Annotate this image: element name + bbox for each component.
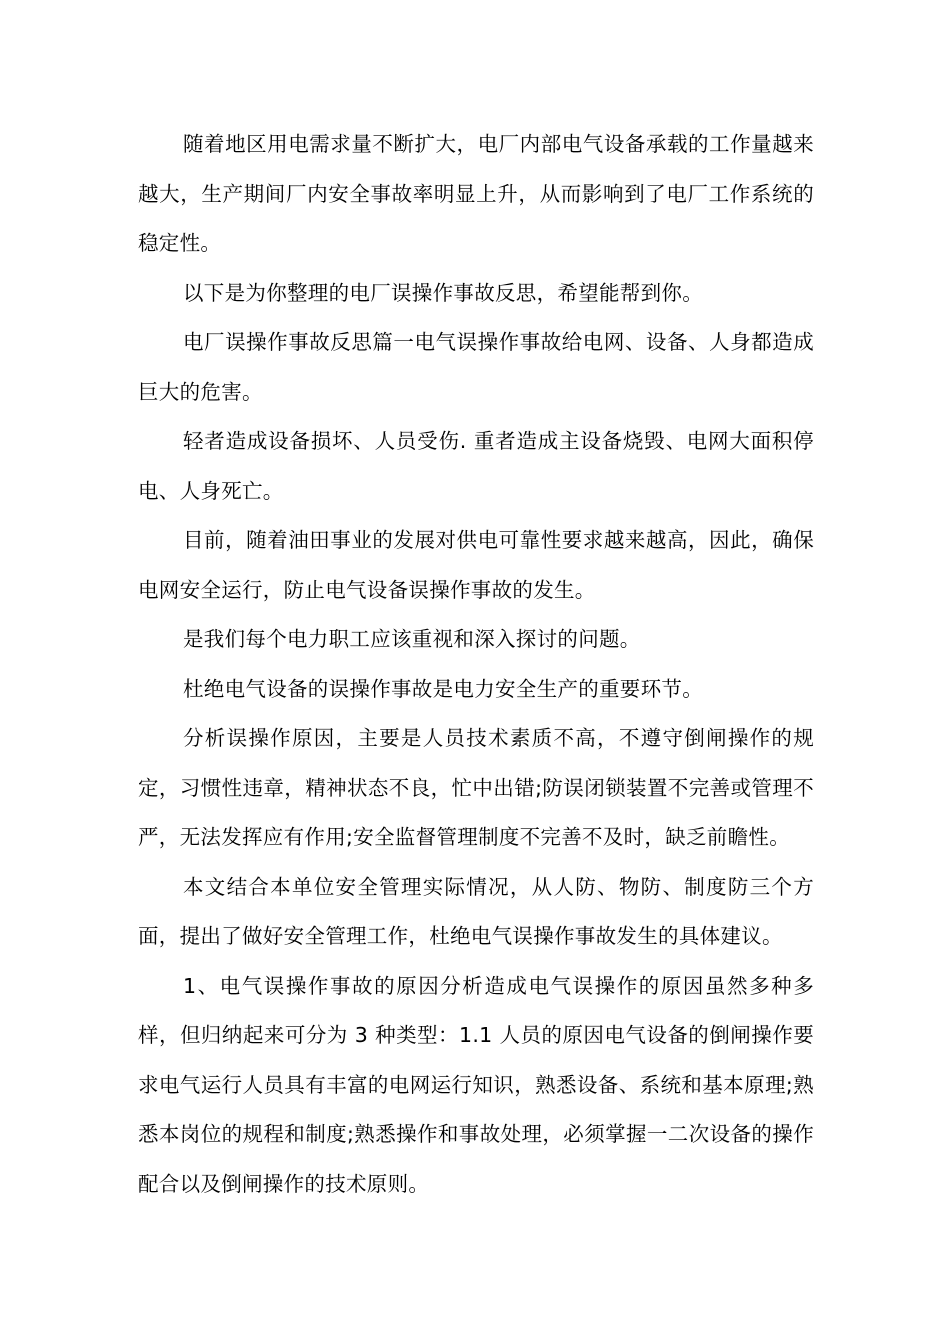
paragraph-7: 杜绝电气设备的误操作事故是电力安全生产的重要环节。: [183, 676, 703, 701]
paragraph-6: 是我们每个电力职工应该重视和深入探讨的问题。: [183, 627, 641, 651]
paragraph-1: 随着地区用电需求量不断扩大，电厂内部电气设备承载的工作量越来越大，生产期间厂内安全事故率明显上升，从而影响到了电厂工作系统的稳定性。: [138, 132, 814, 255]
document-body: [138, 120, 814, 1209]
paragraph-10: 1、电气误操作事故的原因分析造成电气误操作的原因虽然多种多样，但归纳起来可分为 3 种类型：1.1 人员的原因电气设备的倒闸操作要求电气运行人员具有丰富的电网运行知识，熟悉设备、系统和基本原理;熟悉本岗位的规程和制度;熟悉操作和事故处理，必须掌握一二次设备的操作配合以及倒闸操作的技术原则。: [138, 973, 814, 1196]
paragraph-5: 目前，随着油田事业的发展对供电可靠性要求越来越高，因此，确保电网安全运行，防止电气设备误操作事故的发生。: [138, 528, 814, 602]
paragraph-8: 分析误操作原因，主要是人员技术素质不高，不遵守倒闸操作的规定，习惯性违章，精神状态不良，忙中出错;防误闭锁装置不完善或管理不严，无法发挥应有作用;安全监督管理制度不完善不及时，缺乏前瞻性。: [138, 726, 814, 849]
paragraph-2: 以下是为你整理的电厂误操作事故反思，希望能帮到你。: [183, 280, 703, 305]
paragraph-9: 本文结合本单位安全管理实际情况，从人防、物防、制度防三个方面，提出了做好安全管理工作，杜绝电气误操作事故发生的具体建议。: [138, 874, 814, 948]
paragraph-3: 电厂误操作事故反思篇一电气误操作事故给电网、设备、人身都造成巨大的危害。: [138, 330, 814, 404]
paragraph-4: 轻者造成设备损坏、人员受伤. 重者造成主设备烧毁、电网大面积停电、人身死亡。: [138, 429, 814, 503]
